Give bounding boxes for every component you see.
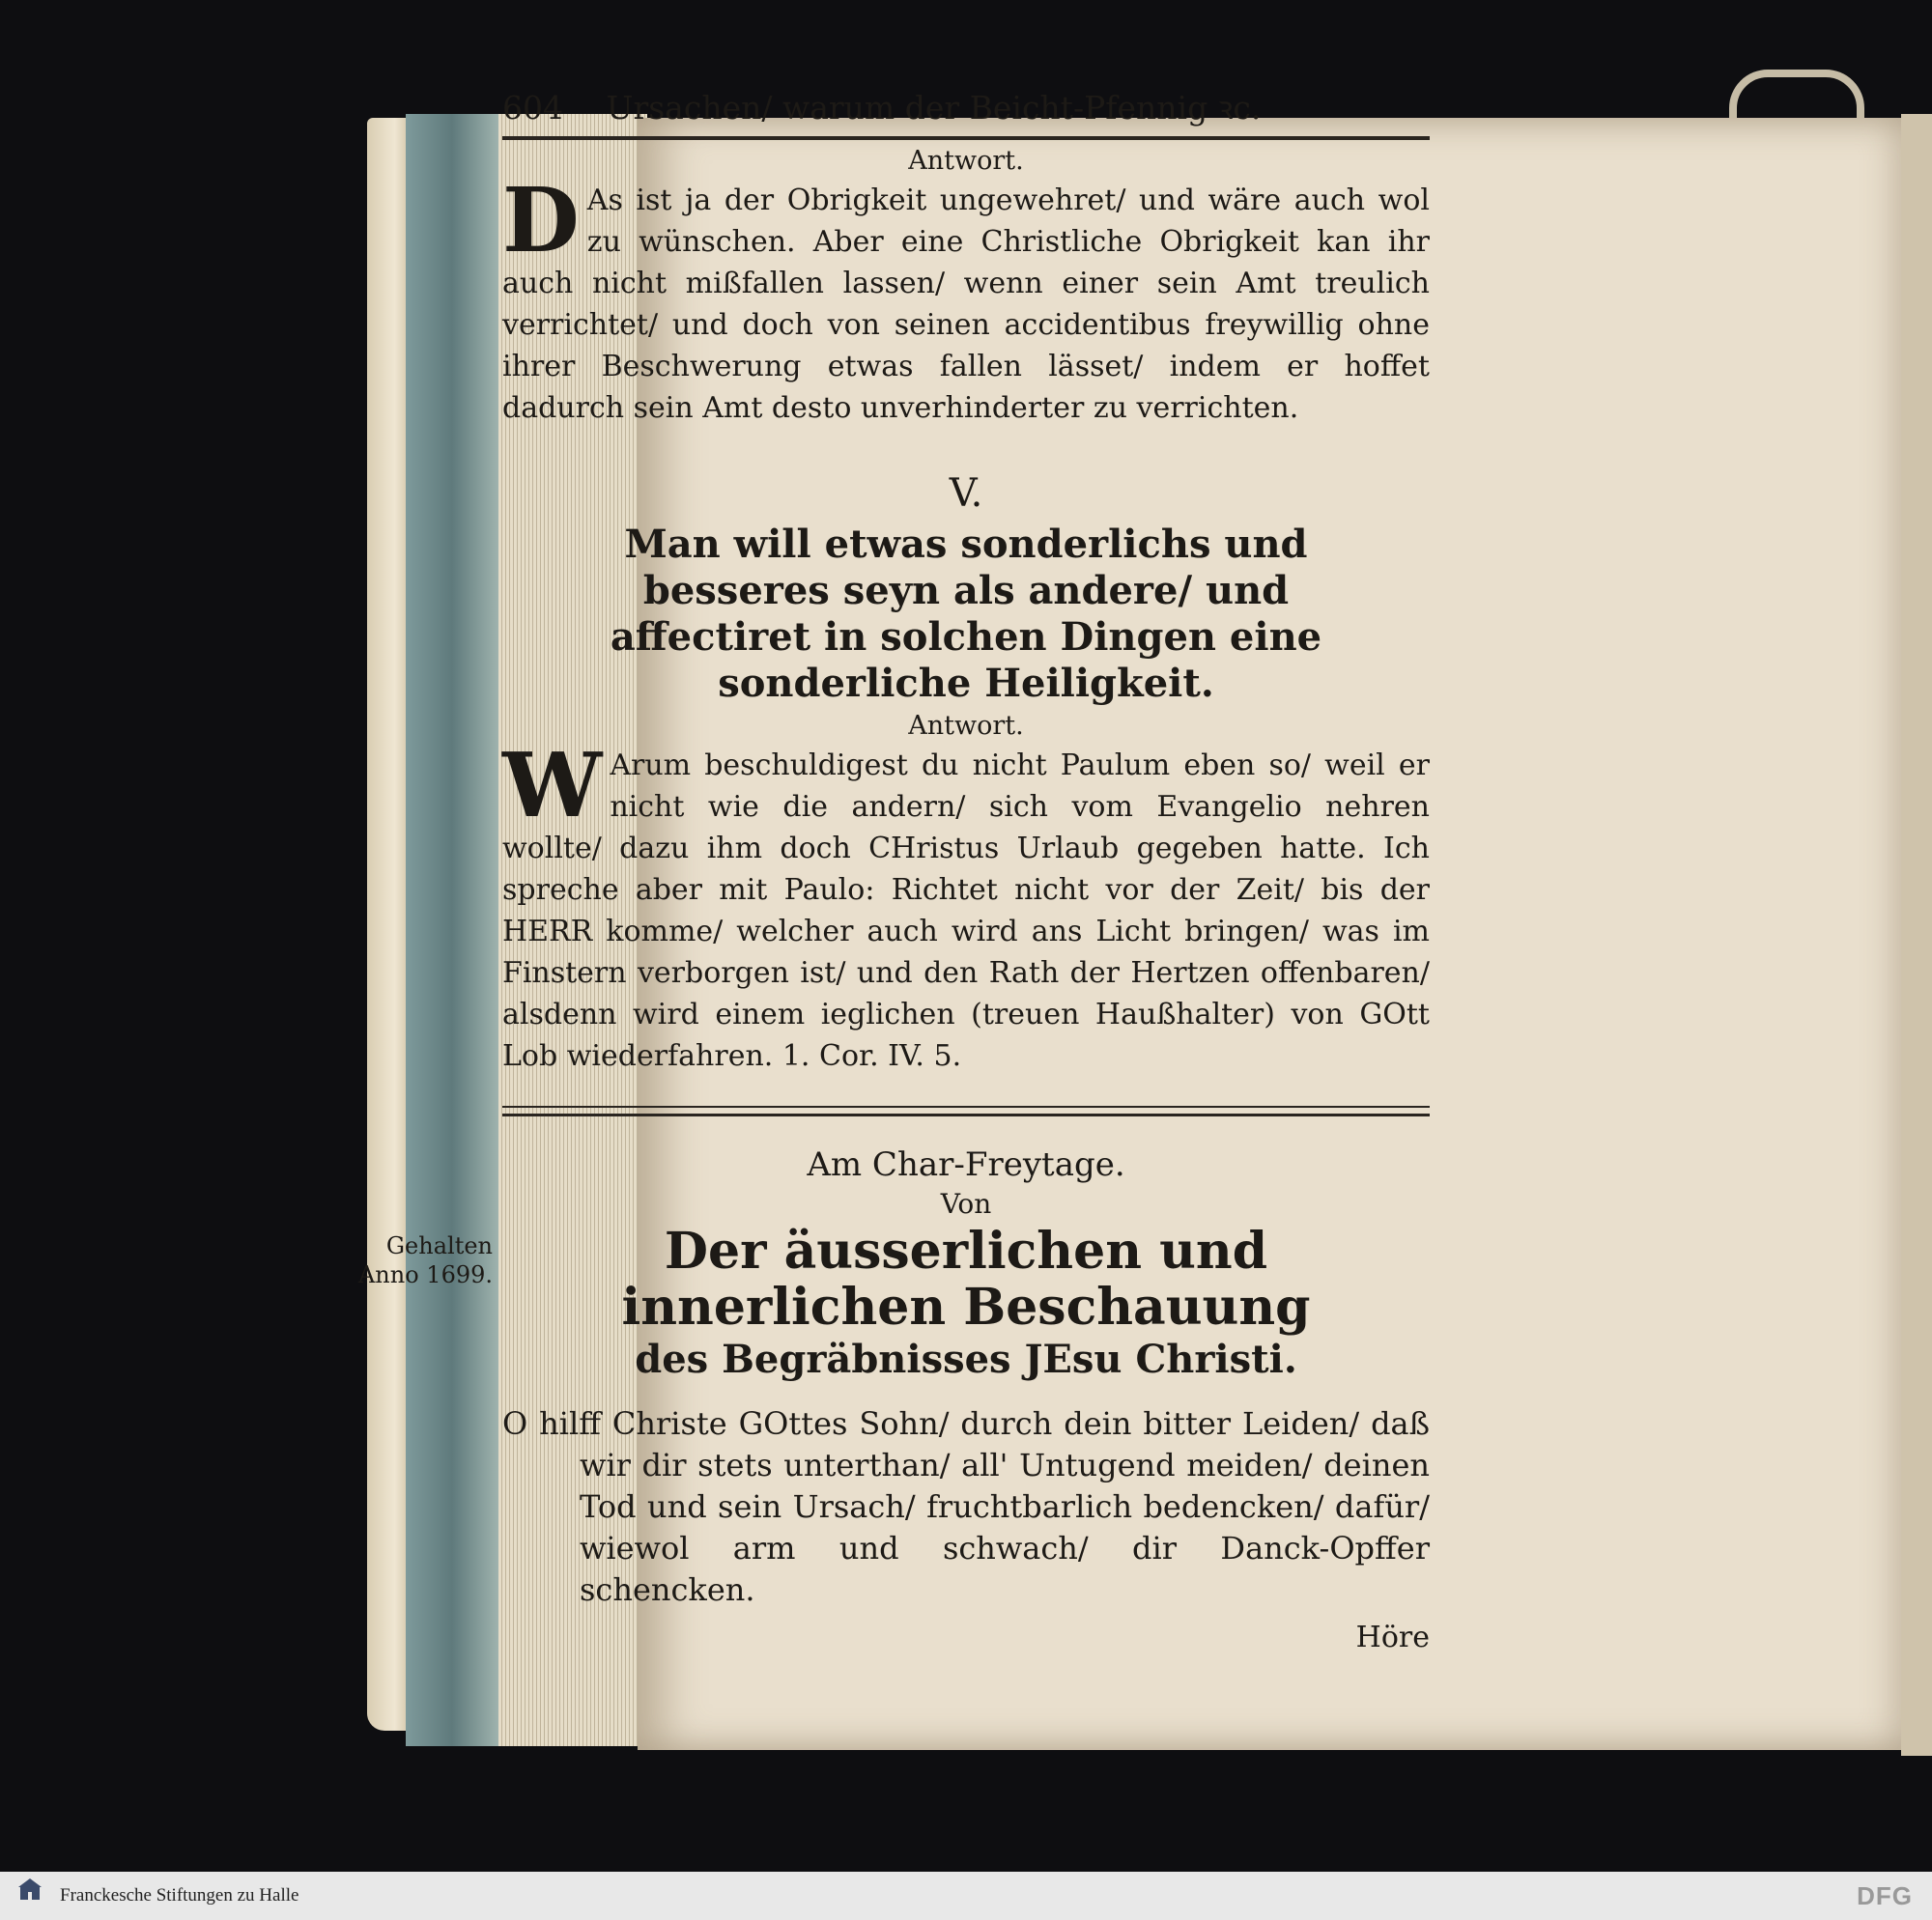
section-numeral: V. [949, 471, 983, 516]
header-rule [502, 136, 1430, 140]
viewer-footer [0, 1872, 1932, 1920]
hymn-verse: O hilff Christe GOttes Sohn/ durch dein bitter Leiden/ daß wir dir stets unterthan/ all' Untugend meiden/ deinen Tod und sein Ursach/ fruchtbarlich bedencken/ dafür/ wiewol arm und schwach/ dir Danck-Opffer schencken. [502, 1405, 1430, 1608]
dfg-logo: DFG [1857, 1880, 1913, 1910]
catchword: Höre [1355, 1621, 1430, 1654]
answer-paragraph-2 [502, 733, 1430, 1077]
section-heading: Man will etwas sonderlichs und besseres seyn als andere/ und affectiret in solchen Dingen eine sonderliche Heiligkeit. [610, 522, 1322, 706]
building-icon [17, 1877, 43, 1902]
right-page-edge [1901, 114, 1932, 1756]
answer-label: Antwort. [908, 711, 1024, 741]
margin-note: Gehalten Anno 1699. [357, 1232, 493, 1288]
answer-text-1: As ist ja der Obrigkeit ungewehret/ und wäre auch wol zu wünschen. Aber eine Christliche Obrigkeit kan ihr auch nicht mißfallen lassen/ wenn einer sein Amt treulich verrichtet/ und doch von seinen accidentibus freywillig ohne ihrer Beschwerung etwas fallen lässet/ indem er hoffet dadurch sein Amt desto unverhinderter zu verrichten. [502, 184, 1430, 425]
section-divider [502, 1106, 1430, 1116]
institution-logo [14, 1877, 46, 1915]
running-header [502, 85, 1430, 128]
running-head: Ursachen/ warum der Beicht-Pfennig ꝛc. [606, 89, 1262, 127]
institution-name[interactable]: Franckesche Stiftungen zu Halle [60, 1885, 299, 1906]
answer-label: Antwort. [908, 146, 1024, 176]
answer-paragraph-1 [502, 168, 1430, 429]
sermon-occasion: Am Char-Freytage. [807, 1145, 1125, 1184]
page-number: 604 [502, 89, 563, 127]
sermon-von: Von [940, 1188, 992, 1220]
sermon-title: Der äusserlichen und innerlichen Beschauung [621, 1222, 1311, 1337]
page-text [357, 85, 1430, 1654]
dropcap: W [502, 733, 603, 837]
answer-text-2: Arum beschuldigest du nicht Paulum eben so/ weil er nicht wie die andern/ sich vom Evangelio nehren wollte/ dazu ihm doch CHristus Urlaub gegeben hatte. Ich spreche aber mit Paulo: Richtet nicht vor der Zeit/ bis der HERR komme/ welcher auch wird ans Licht bringen/ was im Finstern verborgen ist/ und den Rath der Hertzen offenbaren/ alsdenn wird einem ieglichen (treuen Haußhalter) von GOtt Lob wiederfahren. 1. Cor. IV. 5. [502, 748, 1430, 1073]
dropcap: D [502, 168, 580, 272]
sermon-subtitle: des Begräbnisses JEsu Christi. [635, 1337, 1297, 1382]
sermon-title-block [357, 1222, 1430, 1384]
